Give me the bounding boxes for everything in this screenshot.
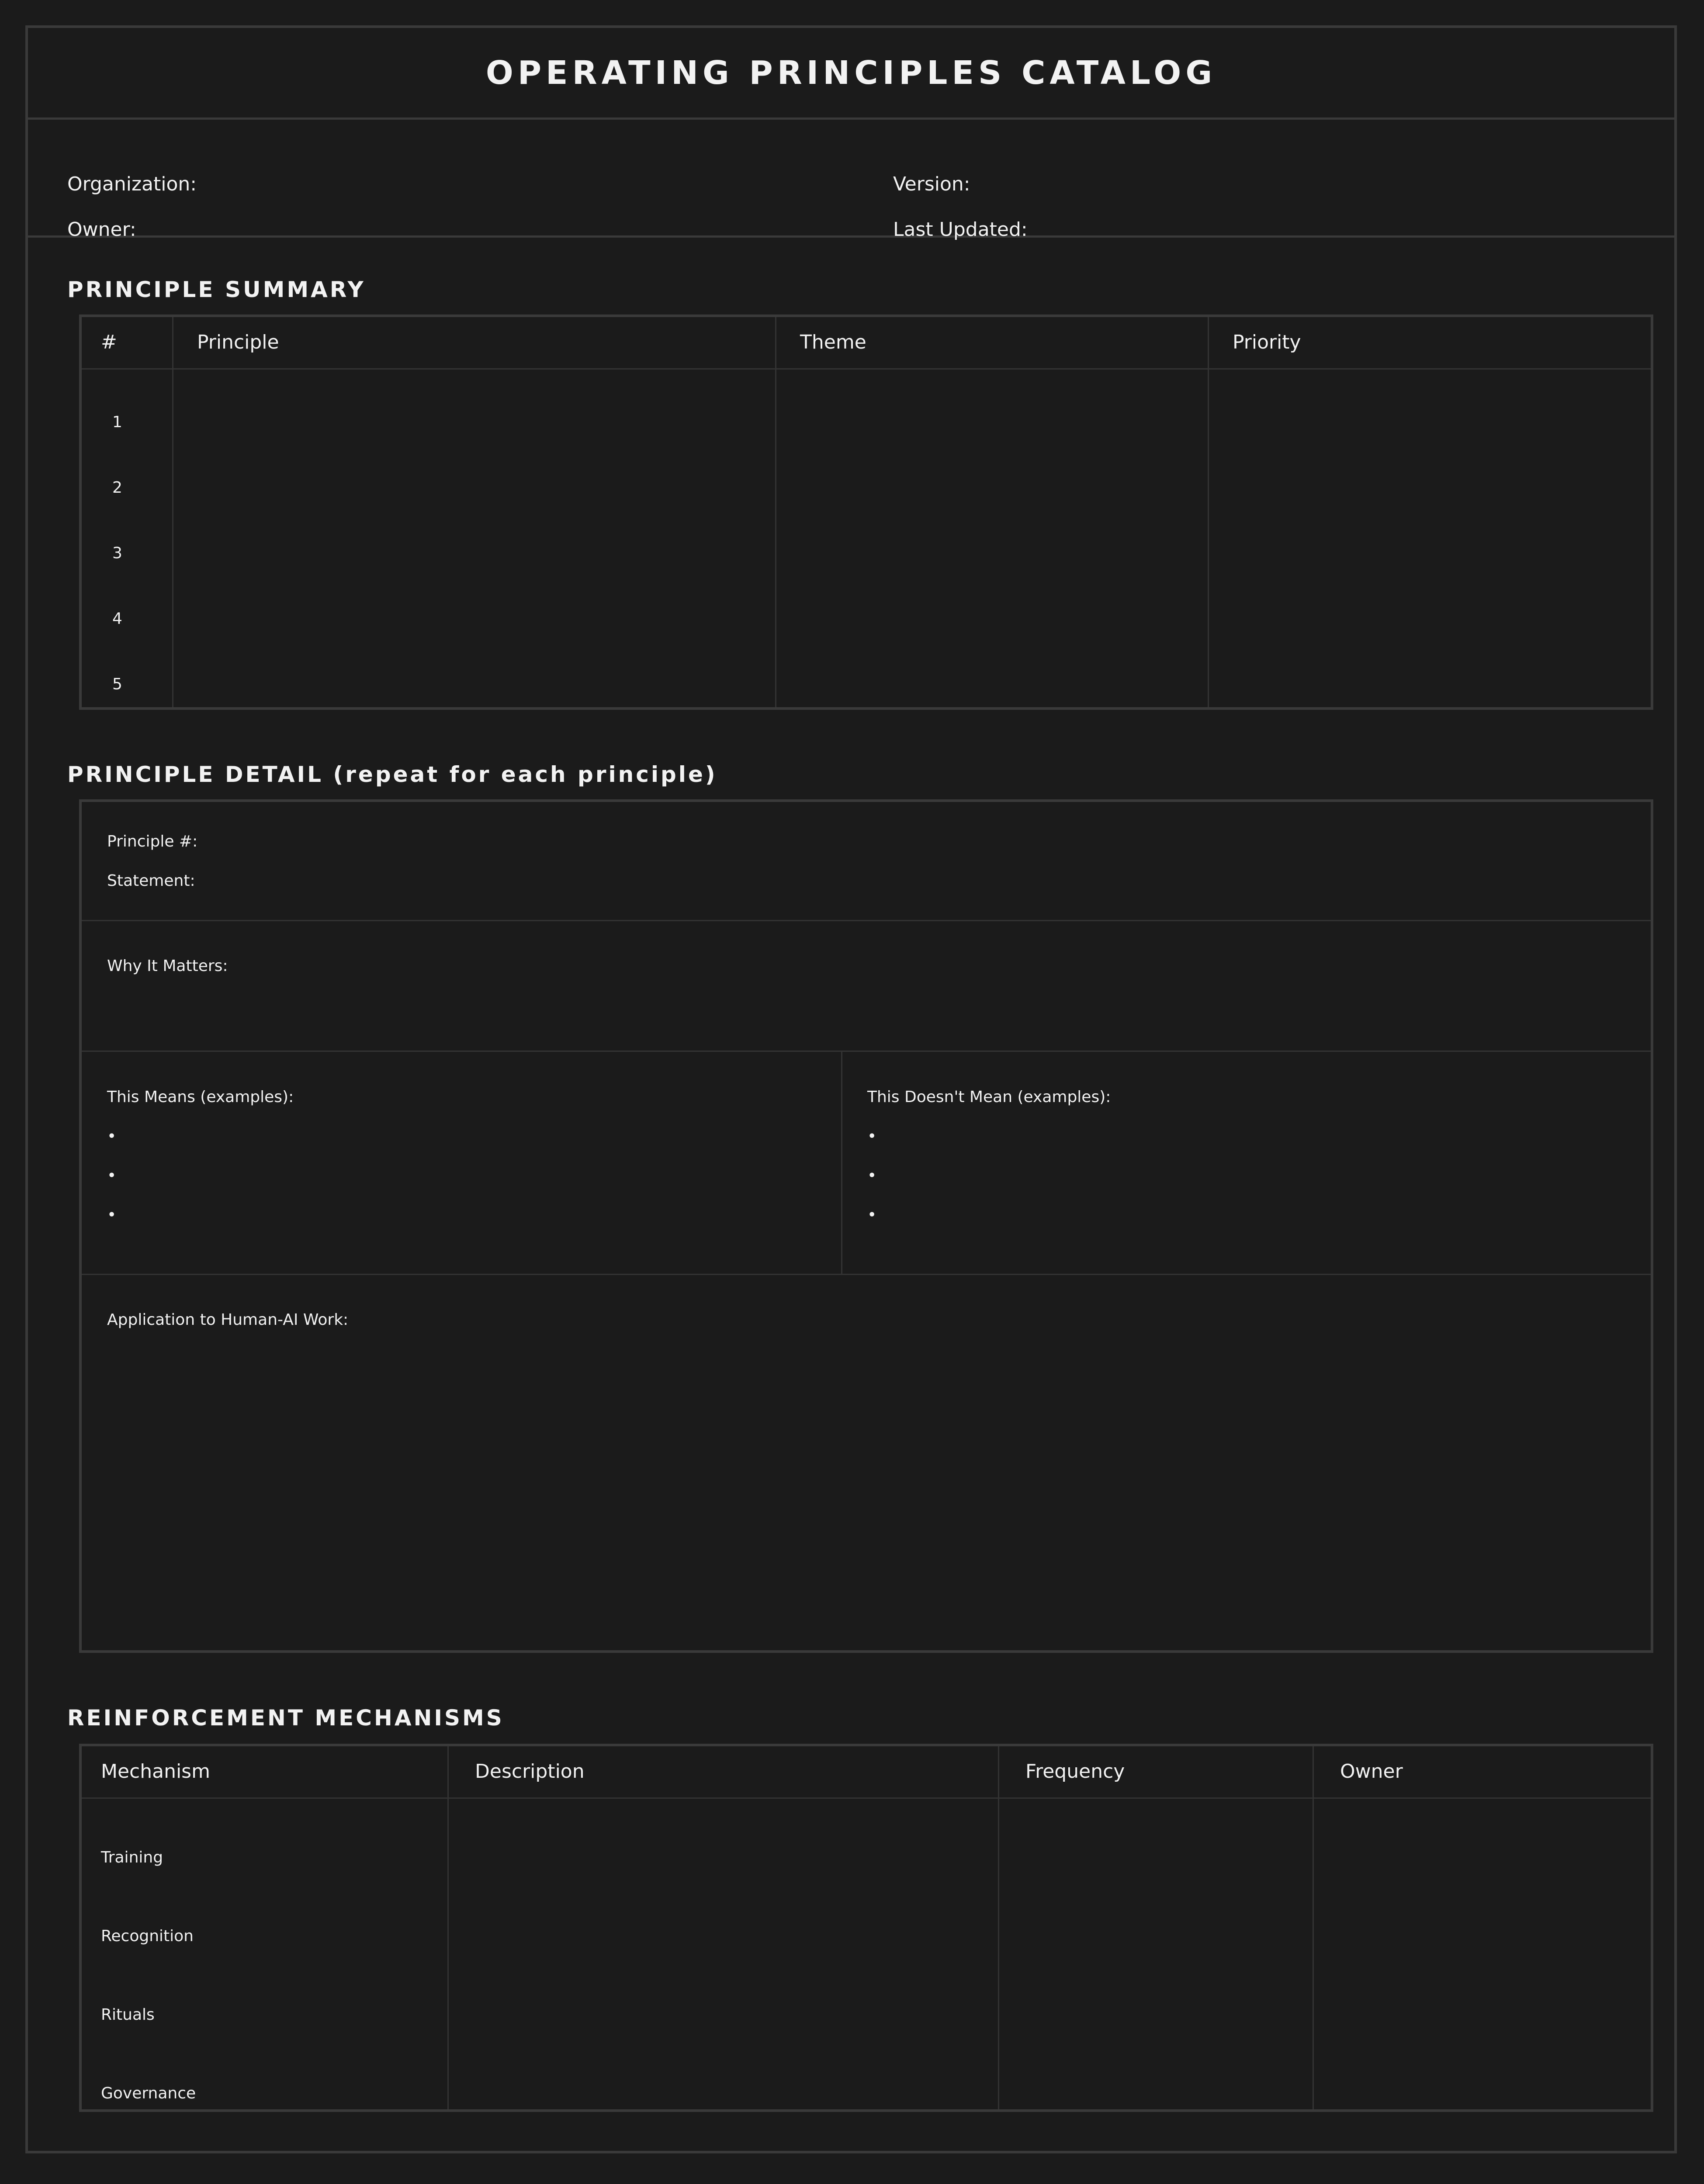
column-divider xyxy=(775,317,776,707)
column-divider xyxy=(1313,1746,1314,2109)
table-row-mechanism: Rituals xyxy=(101,2006,155,2024)
row-divider xyxy=(82,1051,1651,1052)
document-title: OPERATING PRINCIPLES CATALOG xyxy=(485,54,1217,92)
metadata-band xyxy=(28,120,1674,241)
row-divider xyxy=(82,920,1651,921)
bullet-point: • xyxy=(867,1206,877,1224)
column-header-description: Description xyxy=(475,1760,585,1783)
table-row-number: 4 xyxy=(112,610,122,628)
statement-field[interactable]: Statement: xyxy=(107,872,195,890)
column-divider xyxy=(447,1746,449,2109)
bullet-point: • xyxy=(867,1127,877,1145)
column-header-theme: Theme xyxy=(800,331,866,353)
header-divider xyxy=(82,1797,1651,1799)
column-divider xyxy=(998,1746,999,2109)
this-means-field[interactable]: This Means (examples): xyxy=(107,1088,294,1106)
bullet-point: • xyxy=(107,1206,117,1224)
title-band xyxy=(28,28,1674,120)
table-row-mechanism: Governance xyxy=(101,2084,196,2102)
table-row-mechanism: Recognition xyxy=(101,1927,194,1945)
row-divider xyxy=(82,1274,1651,1275)
table-row-number: 1 xyxy=(112,413,122,431)
header-divider xyxy=(82,368,1651,370)
column-divider xyxy=(1208,317,1209,707)
column-header-principle: Principle xyxy=(197,331,279,353)
column-header-frequency: Frequency xyxy=(1025,1760,1125,1783)
reinforcement-section-title: REINFORCEMENT MECHANISMS xyxy=(67,1705,504,1731)
table-row-mechanism: Training xyxy=(101,1849,163,1866)
bullet-point: • xyxy=(107,1167,117,1185)
bullet-point: • xyxy=(107,1127,117,1145)
summary-section-title: PRINCIPLE SUMMARY xyxy=(67,277,366,302)
column-divider xyxy=(841,1051,842,1274)
bullet-point: • xyxy=(867,1167,877,1185)
column-header-owner: Owner xyxy=(1340,1760,1403,1783)
last-updated-field[interactable]: Last Updated: xyxy=(893,218,1028,241)
column-header-number: # xyxy=(101,331,117,353)
table-row-number: 2 xyxy=(112,479,122,497)
reinforcement-mechanisms-table xyxy=(79,1744,1653,2112)
version-field[interactable]: Version: xyxy=(893,173,970,195)
table-row-number: 5 xyxy=(112,675,122,693)
why-it-matters-field[interactable]: Why It Matters: xyxy=(107,957,228,975)
organization-field[interactable]: Organization: xyxy=(67,173,197,195)
principle-detail-form xyxy=(79,799,1653,1653)
application-field[interactable]: Application to Human-AI Work: xyxy=(107,1311,349,1329)
document-sheet xyxy=(25,25,1677,2153)
column-divider xyxy=(172,317,173,707)
principle-number-field[interactable]: Principle #: xyxy=(107,833,198,850)
detail-section-title: PRINCIPLE DETAIL (repeat for each principle) xyxy=(67,762,717,787)
principle-summary-table xyxy=(79,314,1653,710)
this-doesnt-mean-field[interactable]: This Doesn't Mean (examples): xyxy=(867,1088,1111,1106)
column-header-priority: Priority xyxy=(1233,331,1301,353)
table-row-number: 3 xyxy=(112,544,122,562)
column-header-mechanism: Mechanism xyxy=(101,1760,210,1783)
owner-field[interactable]: Owner: xyxy=(67,218,136,241)
